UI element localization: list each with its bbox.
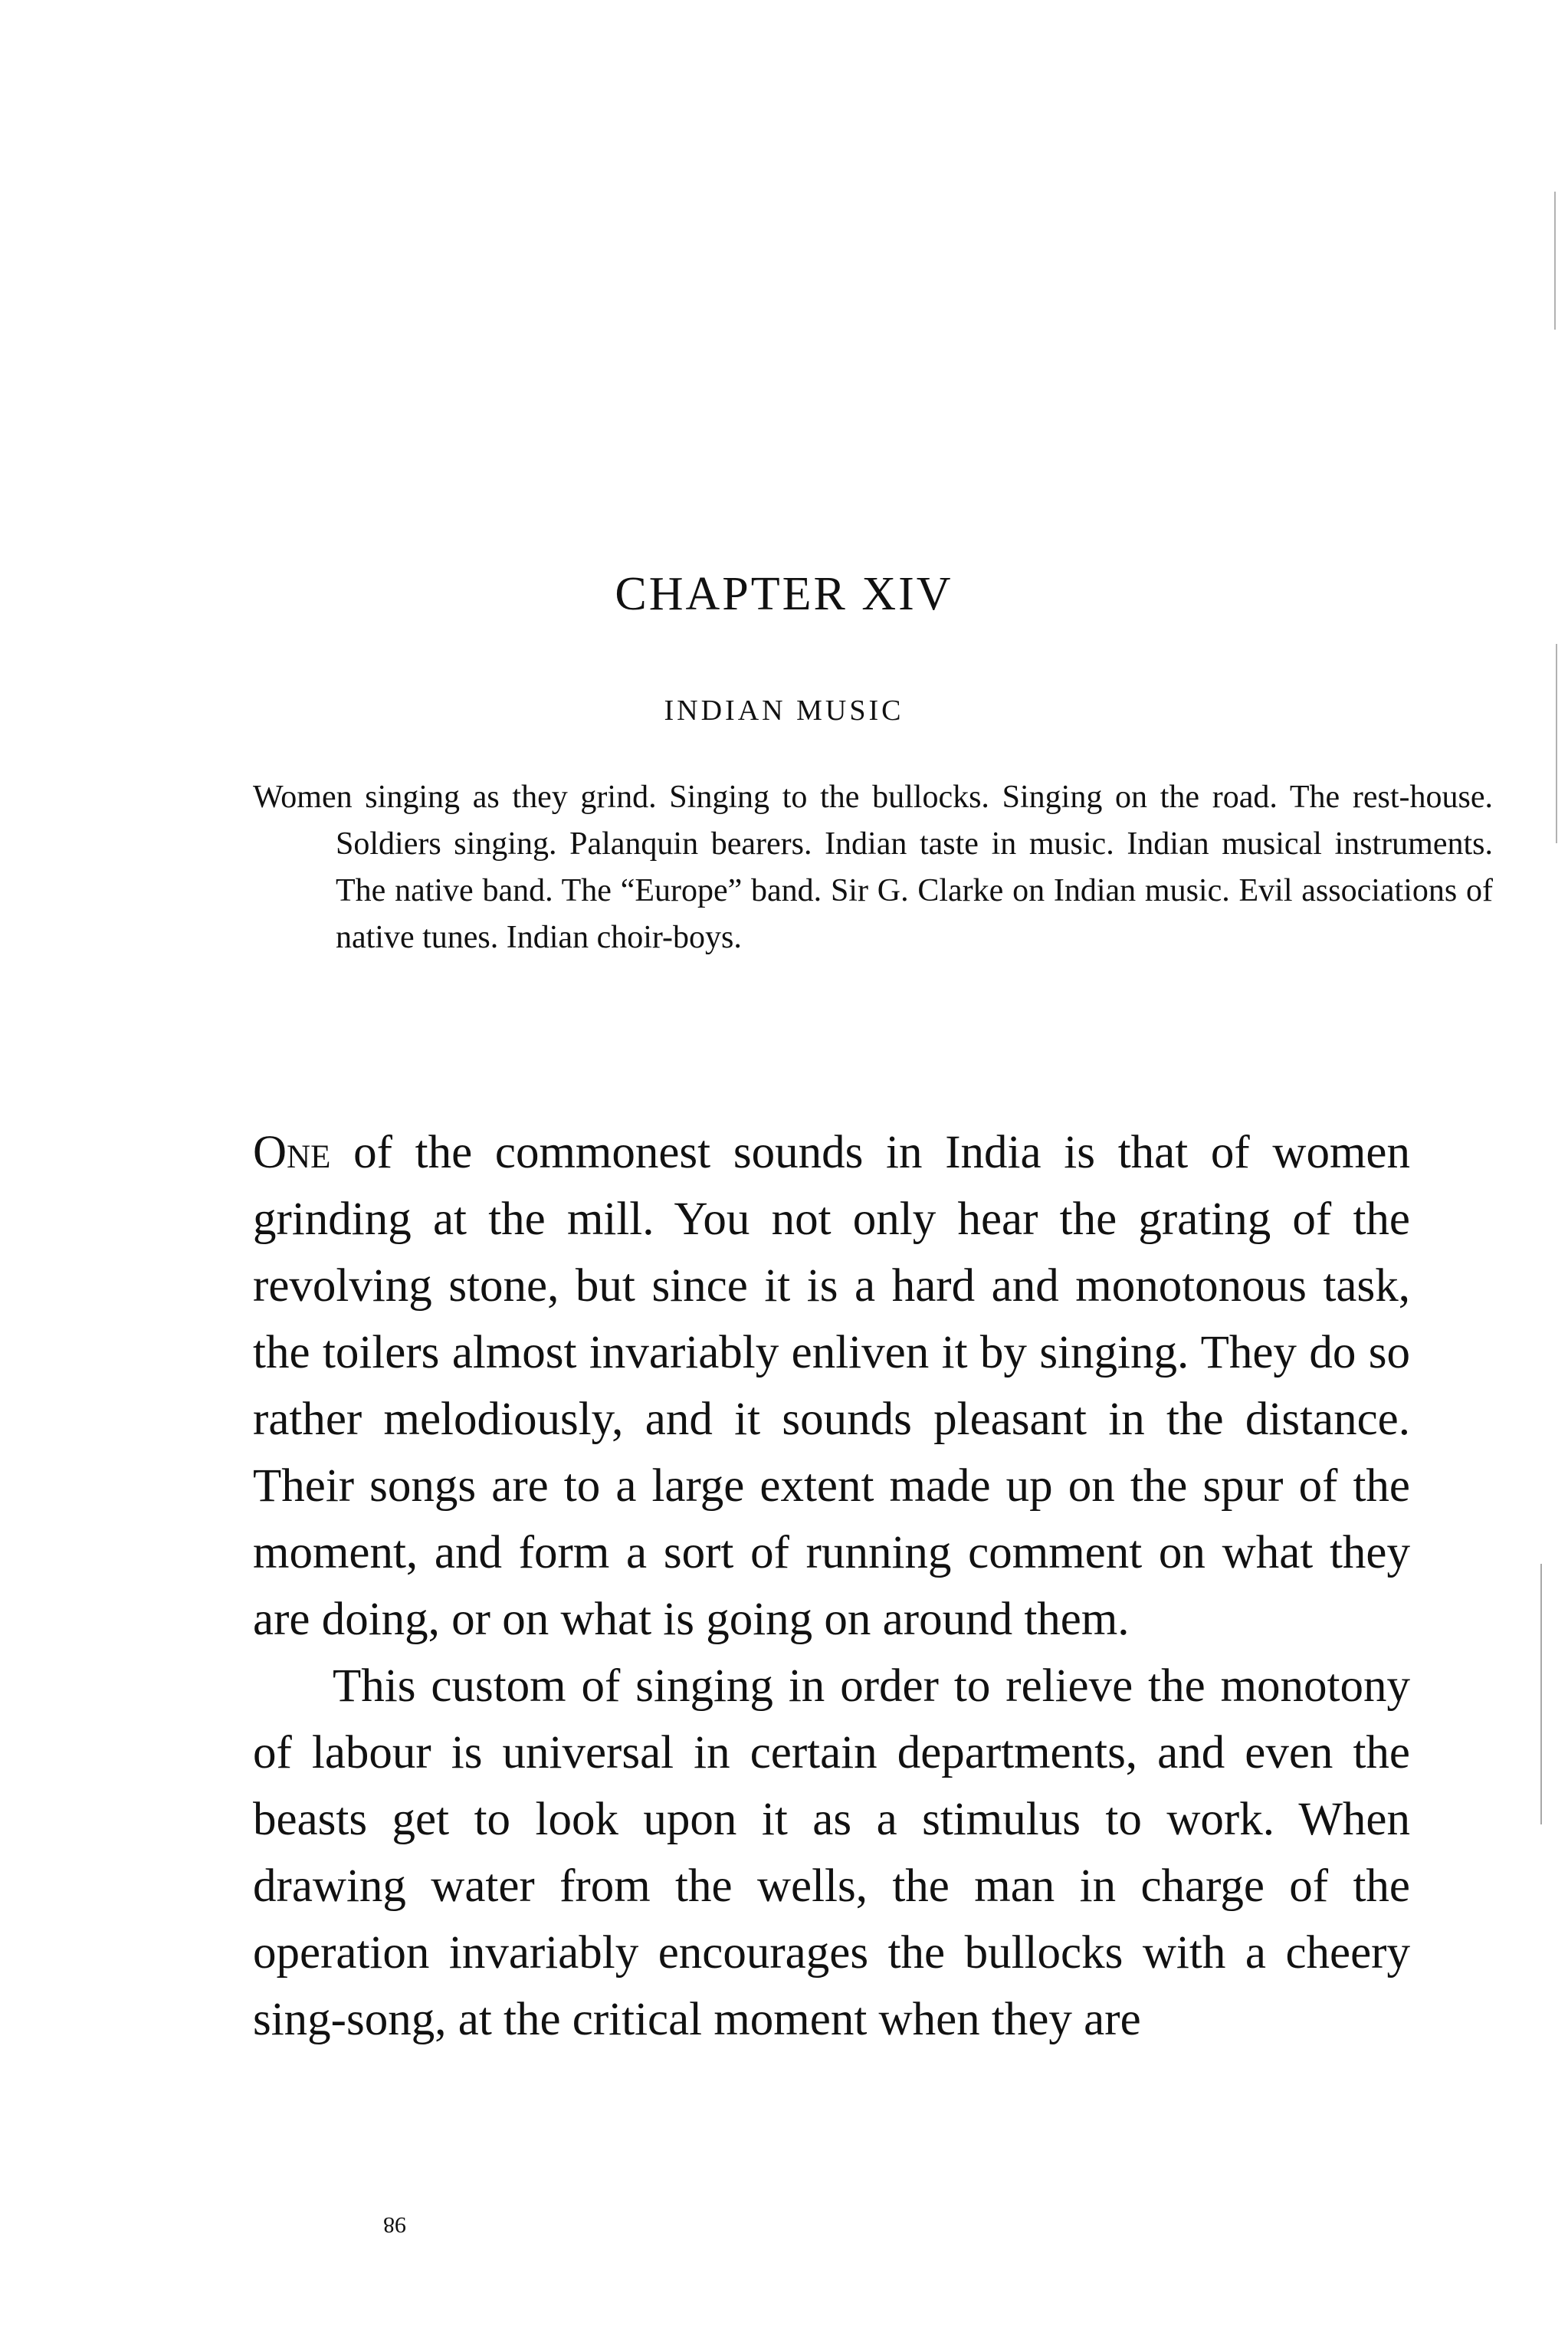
paragraph-1-lead: One (253, 1127, 331, 1178)
paragraph-1-text: of the commonest sounds in India is that of women grinding at the mill. You not only hear the grating of the revolving stone, but since it is a hard and monotonous task, the toilers almost invariably enliven it by singing. They do so rather melodiously, and it sounds pleasant in the distance. Their songs are to a large extent made up on the spur of the moment, and form a sort of running comment on what they are doing, or on what is going on around them. (253, 1127, 1410, 1645)
chapter-title: CHAPTER XIV (615, 568, 953, 620)
chapter-subtitle: INDIAN MUSIC (664, 695, 904, 727)
chapter-synopsis: Women singing as they grind. Singing to the bullocks. Singing on the road. The rest-house. Soldiers singing. Palanquin bearers. Indian taste in music. Indian musical instruments. The native band. The “Europe” band. Sir G. Clarke on Indian music. Evil associations of native tunes. Indian choir-boys. (253, 780, 1493, 955)
scan-edge-mark (1554, 192, 1556, 330)
paragraph-2: This custom of singing in order to relieve the monotony of labour is universal in certain departments, and even the beasts get to look upon it as a stimulus to work. When drawing water from the wells, the man in charge of the operation invariably encourages the bullocks with a cheery sing-song, at the critical moment when they are (253, 1660, 1410, 2045)
page-number: 98 (383, 2212, 406, 2238)
paragraph-1 (253, 1119, 1410, 1653)
scan-edge-mark (1556, 644, 1557, 843)
body-text (253, 1119, 1410, 2053)
scan-edge-mark (1540, 1564, 1542, 1824)
